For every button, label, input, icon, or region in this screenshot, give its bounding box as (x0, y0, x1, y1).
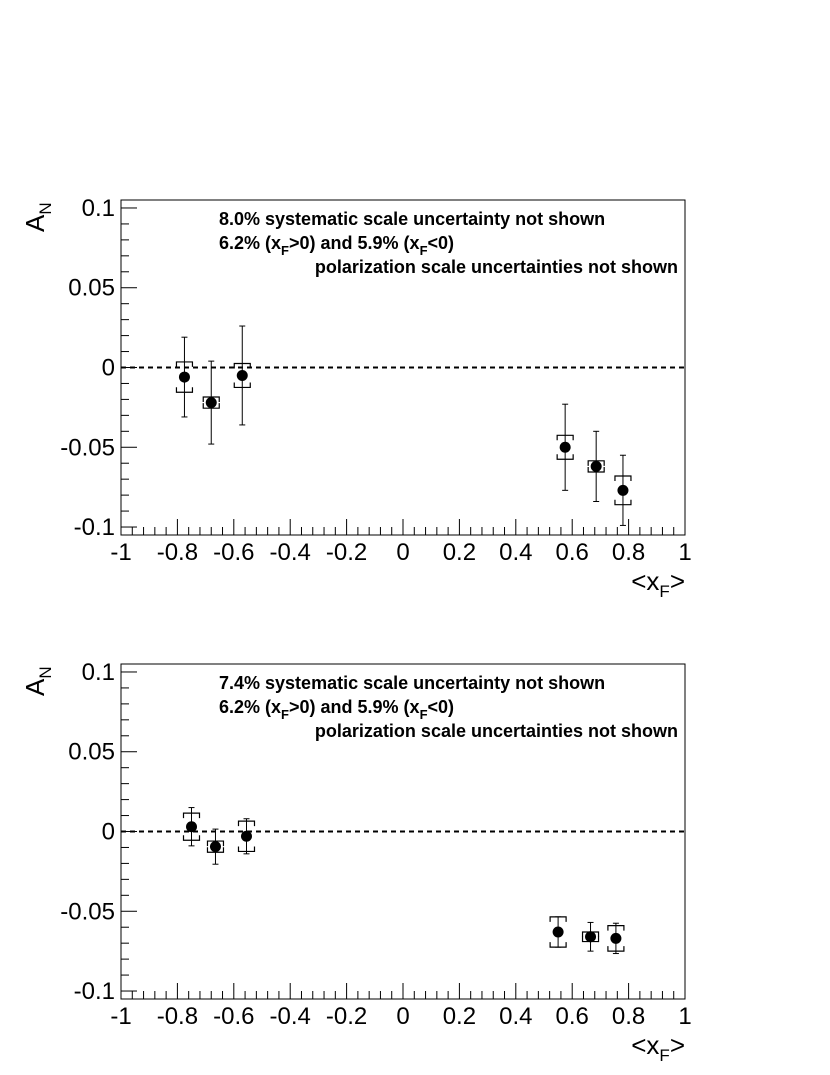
point-marker (206, 397, 217, 408)
point-marker (560, 442, 571, 453)
y-tick-label: -0.05 (60, 898, 115, 926)
point-marker (210, 841, 221, 852)
x-tick-label: 0.4 (499, 1003, 533, 1030)
x-axis-title: $<x_F>$ (631, 1030, 685, 1065)
x-tick-label: -0.4 (269, 1003, 311, 1030)
y-tick-label: 0.05 (68, 738, 115, 766)
data-point (583, 922, 599, 951)
x-tick-label: 0.8 (611, 539, 646, 566)
data-point (234, 326, 250, 425)
data-point (615, 455, 631, 525)
x-tick-label: -0.6 (213, 1003, 255, 1030)
y-tick-label: 0.1 (81, 658, 115, 686)
data-points (176, 326, 631, 525)
x-tick-label: 0.2 (442, 1003, 477, 1030)
y-tick-label: 0.1 (81, 194, 115, 222)
point-marker (585, 931, 596, 942)
x-tick-label: 0.4 (499, 539, 533, 566)
point-marker (610, 933, 621, 944)
y-tick-label: 0 (101, 818, 115, 846)
bottom-panel (20, 659, 692, 1065)
x-tick-label: 0 (396, 1003, 410, 1030)
annotation-line-3: polarization scale uncertainties not shown (314, 721, 678, 741)
annotation-line-2: 6.2% $(x_F>0)$ and 5.9% $(x_F<0)$ (219, 233, 455, 258)
y-tick-label: 0.05 (68, 274, 115, 302)
y-tick-label: -0.1 (73, 514, 115, 542)
data-point (557, 404, 573, 490)
point-marker (241, 831, 252, 842)
data-points (184, 808, 624, 954)
data-point (203, 361, 219, 444)
x-tick-label: 1 (678, 1003, 692, 1030)
data-point (207, 829, 223, 864)
x-tick-label: -1 (110, 539, 132, 566)
point-marker (553, 927, 564, 938)
point-marker (179, 372, 190, 383)
x-tick-label: -0.8 (156, 539, 199, 566)
point-marker (617, 485, 628, 496)
x-tick-label: 0.2 (442, 539, 477, 566)
y-tick-label: -0.1 (73, 978, 115, 1006)
data-point (588, 431, 604, 501)
x-tick-label: 0.6 (555, 1003, 589, 1030)
x-tick-label: -0.8 (156, 1003, 199, 1030)
top-panel (20, 195, 692, 601)
x-tick-label: -0.6 (213, 539, 255, 566)
x-tick-label: -1 (110, 1003, 132, 1030)
data-point (184, 808, 200, 846)
data-point (608, 923, 624, 953)
x-tick-label: 0.8 (611, 1003, 646, 1030)
point-marker (237, 370, 248, 381)
y-tick-label: 0 (101, 354, 115, 382)
point-marker (186, 821, 197, 832)
data-point (550, 917, 566, 947)
annotation-line-1: 7.4% systematic scale uncertainty not shown (219, 673, 606, 693)
x-tick-label: -0.4 (269, 539, 311, 566)
annotation-line-2: 6.2% $(x_F>0)$ and 5.9% $(x_F<0)$ (219, 697, 455, 722)
point-marker (591, 461, 602, 472)
x-tick-label: -0.2 (325, 539, 368, 566)
x-axis-title: $<x_F>$ (631, 566, 685, 601)
y-tick-label: -0.05 (60, 434, 115, 462)
x-tick-label: 0 (396, 539, 410, 566)
annotation-line-3: polarization scale uncertainties not shown (314, 257, 678, 277)
data-point (176, 337, 192, 417)
x-tick-label: 1 (678, 539, 692, 566)
data-point (238, 819, 254, 854)
y-axis-title: $A_N$ (20, 666, 55, 696)
x-tick-label: 0.6 (555, 539, 589, 566)
annotation-line-1: 8.0% systematic scale uncertainty not shown (219, 209, 606, 229)
x-tick-label: -0.2 (325, 1003, 368, 1030)
y-axis-title: $A_N$ (20, 202, 55, 232)
